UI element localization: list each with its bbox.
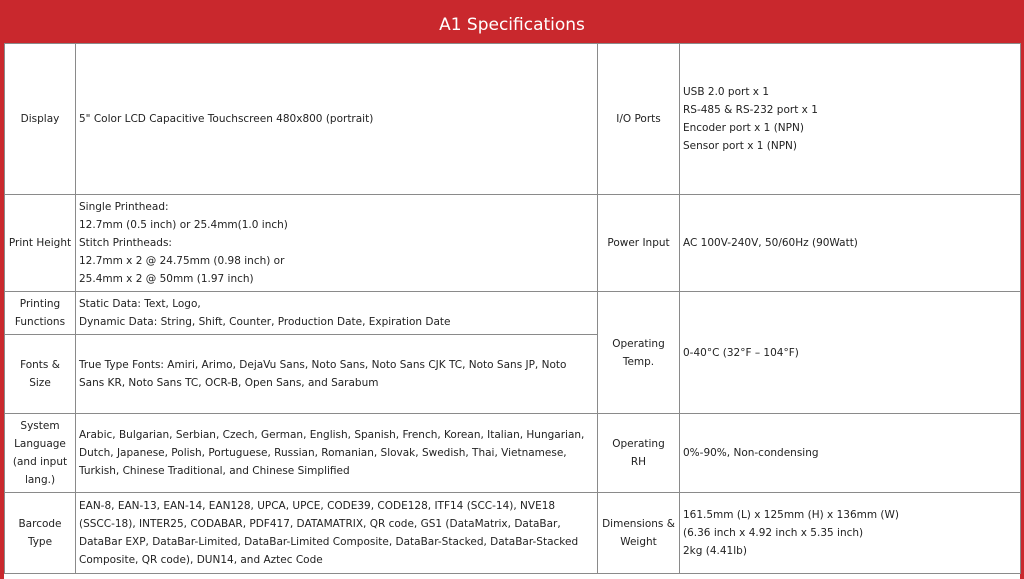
display-label: Display bbox=[5, 44, 76, 195]
dimensions-weight-label bbox=[598, 493, 680, 574]
printing-functions-value bbox=[76, 292, 598, 335]
power-input-label: Power Input bbox=[598, 195, 680, 292]
table-row bbox=[5, 414, 1021, 493]
barcode-type-label bbox=[5, 493, 76, 574]
io-port-line: Encoder port x 1 (NPN) bbox=[683, 122, 804, 134]
label-line: Temp. bbox=[622, 355, 655, 368]
label-line: Size bbox=[29, 377, 51, 389]
table-row bbox=[5, 44, 1021, 195]
io-port-line: RS-485 & RS-232 port x 1 bbox=[683, 104, 818, 116]
io-ports-value bbox=[680, 44, 1021, 195]
operating-temp-value: 0-40°C (32°F – 104°F) bbox=[680, 292, 1021, 414]
io-ports-label: I/O Ports bbox=[598, 44, 680, 195]
dimensions-weight-value bbox=[680, 493, 1021, 574]
power-input-value: AC 100V-240V, 50/60Hz (90Watt) bbox=[680, 195, 1021, 292]
label-line: Operating bbox=[612, 438, 665, 450]
label-line: System bbox=[20, 420, 60, 432]
io-port-line: USB 2.0 port x 1 bbox=[683, 86, 770, 98]
table-row bbox=[5, 493, 1021, 574]
label-line: Language bbox=[14, 438, 66, 450]
label-line: Functions bbox=[14, 316, 66, 328]
table-row bbox=[5, 195, 1021, 292]
page-title: A1 Specifications bbox=[0, 0, 1024, 46]
printing-functions-line: Static Data: Text, Logo, bbox=[79, 298, 201, 310]
dimensions-line: 2kg (4.41lb) bbox=[683, 545, 747, 557]
label-line: lang.) bbox=[24, 474, 56, 486]
label-line: Type bbox=[27, 536, 53, 548]
printing-functions-line: Dynamic Data: String, Shift, Counter, Production Date, Expiration Date bbox=[79, 316, 451, 328]
print-height-line: 12.7mm x 2 @ 24.75mm (0.98 inch) or bbox=[79, 255, 285, 267]
label-line: Printing bbox=[19, 298, 61, 310]
dimensions-line: (6.36 inch x 4.92 inch x 5.35 inch) bbox=[683, 527, 864, 539]
label-line: (and input bbox=[12, 456, 68, 468]
spec-table-container bbox=[4, 43, 1020, 579]
barcode-type-value: EAN-8, EAN-13, EAN-14, EAN128, UPCA, UPCE, CODE39, CODE128, ITF14 (SCC-14), NVE18 (SSCC-18), INTER25, CODABAR, PDF417, DATAMATRIX, QR code, GS1 (DataMatrix, DataBar, DataBar EXP, DataBar-Limited, DataBar-Limited Composite, DataBar-Stacked, DataBar-Stacked Composite, QR code), DUN14, and Aztec Code bbox=[76, 493, 598, 574]
system-language-value: Arabic, Bulgarian, Serbian, Czech, German, English, Spanish, French, Korean, Italian, Hungarian, Dutch, Japanese, Polish, Portuguese, Russian, Romanian, Slovak, Swedish, Thai, Vietnamese, Turkish, Chinese Traditional, and Chinese Simplified bbox=[76, 414, 598, 493]
print-height-label: Print Height bbox=[5, 195, 76, 292]
operating-temp-label bbox=[598, 292, 680, 414]
print-height-line: Stitch Printheads: bbox=[79, 237, 172, 249]
label-line: Fonts & bbox=[20, 359, 60, 371]
io-port-line: Sensor port x 1 (NPN) bbox=[683, 140, 797, 152]
spec-table bbox=[4, 43, 1021, 574]
operating-rh-value: 0%-90%, Non-condensing bbox=[680, 414, 1021, 493]
label-line: Operating bbox=[612, 337, 665, 350]
label-line: Weight bbox=[620, 536, 657, 548]
system-language-label bbox=[5, 414, 76, 493]
print-height-line: 25.4mm x 2 @ 50mm (1.97 inch) bbox=[79, 273, 254, 285]
label-line: Barcode bbox=[18, 518, 62, 530]
print-height-line: 12.7mm (0.5 inch) or 25.4mm(1.0 inch) bbox=[79, 219, 288, 231]
label-line: Dimensions & bbox=[602, 518, 675, 530]
print-height-line: Single Printhead: bbox=[79, 201, 169, 213]
label-line: RH bbox=[630, 456, 647, 468]
display-value: 5" Color LCD Capacitive Touchscreen 480x800 (portrait) bbox=[76, 44, 598, 195]
operating-rh-label bbox=[598, 414, 680, 493]
print-height-value bbox=[76, 195, 598, 292]
dimensions-line: 161.5mm (L) x 125mm (H) x 136mm (W) bbox=[683, 509, 900, 521]
fonts-size-value: True Type Fonts: Amiri, Arimo, DejaVu Sans, Noto Sans, Noto Sans CJK TC, Noto Sans JP, Noto Sans KR, Noto Sans TC, OCR-B, Open Sans, and Sarabum bbox=[76, 335, 598, 414]
printing-functions-label bbox=[5, 292, 76, 335]
fonts-size-label bbox=[5, 335, 76, 414]
table-row bbox=[5, 292, 1021, 335]
